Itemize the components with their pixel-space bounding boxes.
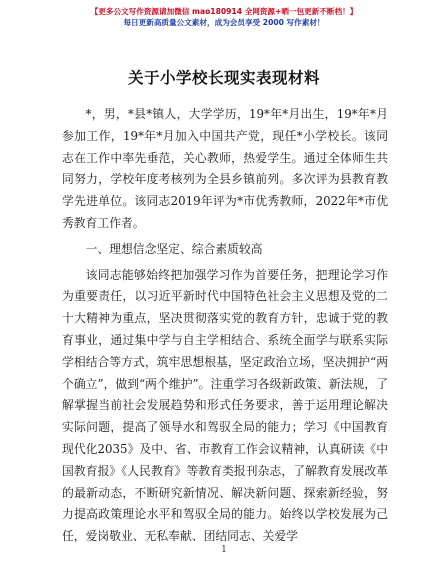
document-title: 关于小学校长现实表现材料 [127,68,320,87]
document-body [62,104,388,548]
section-heading-1: 一、理想信念坚定、综合素质较高 [85,241,263,256]
header-banner [0,6,448,28]
page-number: 1 [221,545,227,555]
body-paragraph: 该同志能够始终把加强学习作为首要任务，把理论学习作为重要责任，以习近平新时代中国特色社会主义思想及党的二十大精神为重点，坚决贯彻落实党的教育方针，忠诚于党的教育事业，通过集中学与自主学相结合、系统全面学与联系实际学相结合等方式，筑牢思想根基，坚定政治立场，坚决拥护“两个确立”，做到“两个维护”。注重学习各级新政策、新法规，了解掌握当前社会发展趋势和形式任务要求，善于运用理论解决实际问题，提高了领导水和驾驭全局的能力；学习《中国教育现代化2035》及中、省、市教育工作会议精神，认真研读《中国教育报》《人民教育》等教育类报刊杂志，了解教育发展改革的最新动态，不断研究新情况、解决新问题、探索新经验，努力提高政策理论水平和驾驭全局的能力。始终以学校发展为己任，爱岗敬业、无私奉献、团结同志、关爱学 [62,267,388,544]
banner-line-2: 每日更新高质量公文素材，成为会员享受 2000 写作素材！ [123,18,325,27]
intro-paragraph: *，男，*县*镇人，大学学历，19*年*月出生，19*年*月参加工作，19*年*月加入中国共产党，现任*小学校长。该同志在工作中率先垂范，关心教师，热爱学生。通过全体师生共同努力，学校年度考核列为全县乡镇前列。多次评为县教育教学先进单位。该同志2019年评为*市优秀教师，2022年*市优秀教育工作者。 [62,107,388,230]
banner-line-1: 【更多公文写作资源请加微信 mao180914 全网资源+晒一包更新不断档！】 [90,7,358,16]
